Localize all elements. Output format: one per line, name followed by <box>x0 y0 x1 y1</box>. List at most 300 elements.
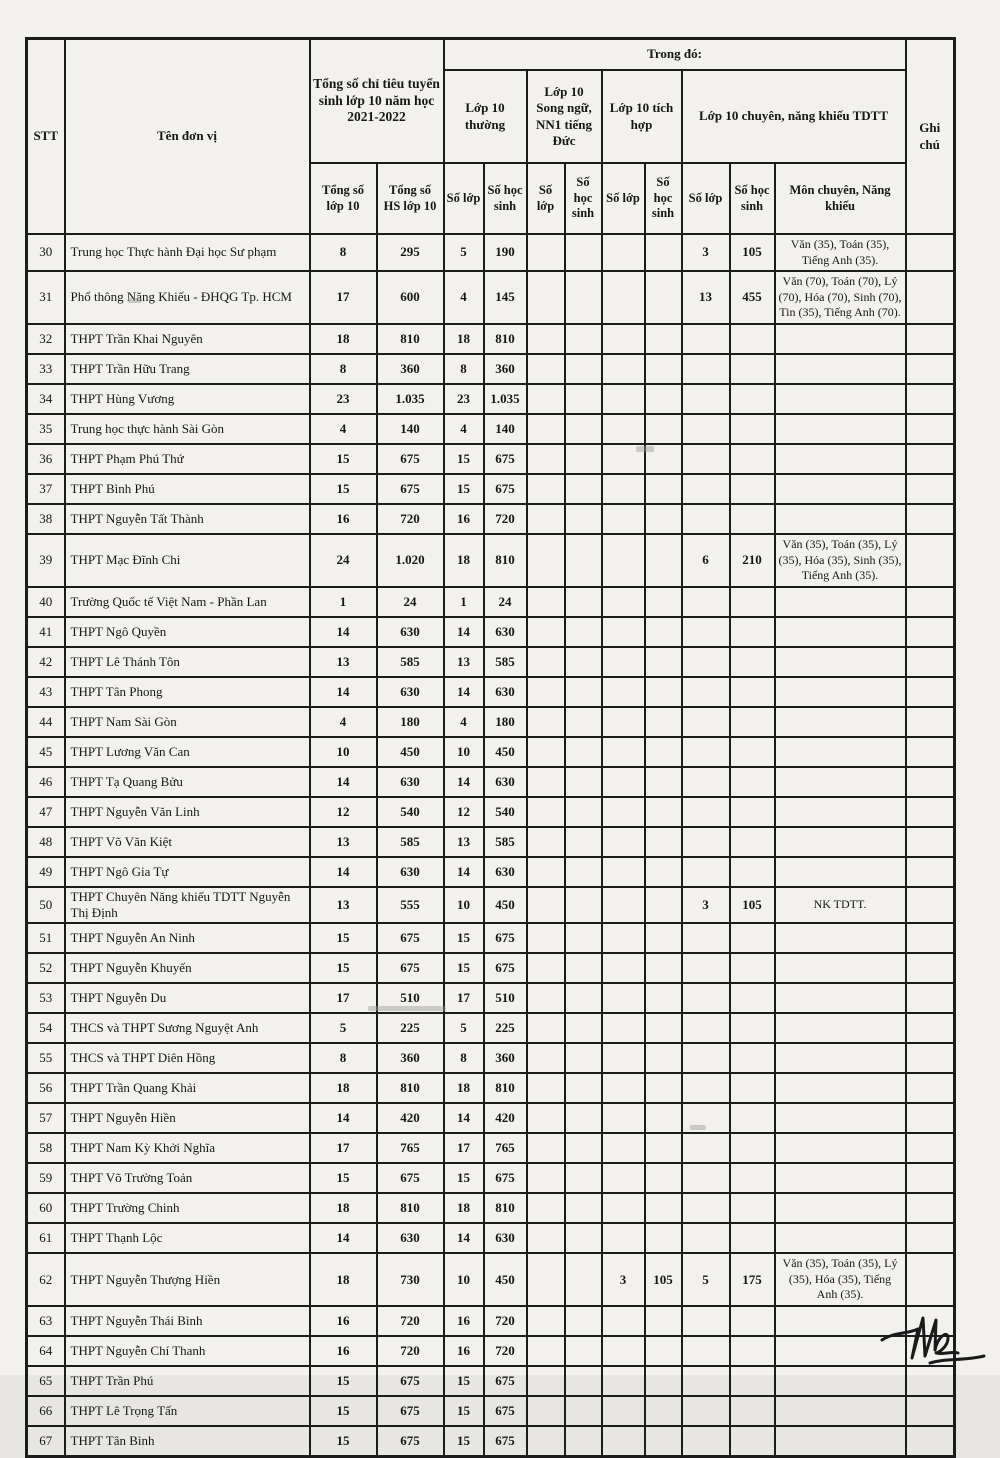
cell-stt: 55 <box>27 1043 65 1073</box>
cell-stt: 42 <box>27 647 65 677</box>
header-ghi-chu: Ghi chú <box>906 39 955 235</box>
cell-mon-chuyen <box>775 587 906 617</box>
cell-tong-so-lop-10: 14 <box>310 1223 377 1253</box>
cell-so-lop-chuyen <box>682 1133 730 1163</box>
cell-so-lop-song-ngu <box>527 1193 565 1223</box>
cell-so-hs-song-ngu <box>565 797 602 827</box>
cell-tong-so-lop-10: 8 <box>310 234 377 271</box>
cell-tong-so-lop-10: 10 <box>310 737 377 767</box>
cell-so-lop-song-ngu <box>527 587 565 617</box>
table-row <box>27 827 955 857</box>
cell-tong-so-lop-10: 18 <box>310 1073 377 1103</box>
cell-so-hs-chuyen <box>730 474 775 504</box>
cell-so-lop-thuong: 10 <box>444 887 484 924</box>
cell-mon-chuyen <box>775 1133 906 1163</box>
cell-so-lop-song-ngu <box>527 827 565 857</box>
cell-ten-don-vi: THPT Nguyễn Chí Thanh <box>65 1336 310 1366</box>
cell-so-lop-song-ngu <box>527 414 565 444</box>
cell-ten-don-vi: THPT Nam Kỳ Khởi Nghĩa <box>65 1133 310 1163</box>
cell-ten-don-vi: Trung học Thực hành Đại học Sư phạm <box>65 234 310 271</box>
scan-smudge <box>368 1006 446 1011</box>
cell-so-hs-song-ngu <box>565 587 602 617</box>
cell-tong-so-hs-lop-10: 140 <box>377 414 444 444</box>
cell-stt: 58 <box>27 1133 65 1163</box>
cell-so-lop-chuyen <box>682 983 730 1013</box>
header-tong-so-hs: Tổng số HS lớp 10 <box>377 163 444 234</box>
cell-mon-chuyen <box>775 504 906 534</box>
cell-so-hs-tich-hop <box>645 737 682 767</box>
cell-so-hs-tich-hop <box>645 587 682 617</box>
cell-so-hs-tich-hop <box>645 1043 682 1073</box>
cell-so-lop-song-ngu <box>527 737 565 767</box>
cell-so-hs-thuong: 720 <box>484 504 527 534</box>
cell-tong-so-lop-10: 13 <box>310 887 377 924</box>
table-row <box>27 1253 955 1306</box>
cell-tong-so-hs-lop-10: 585 <box>377 827 444 857</box>
cell-so-lop-tich-hop <box>602 1073 645 1103</box>
cell-ghi-chu <box>906 617 955 647</box>
cell-stt: 35 <box>27 414 65 444</box>
cell-so-lop-thuong: 23 <box>444 384 484 414</box>
header-group-thuong: Lớp 10 thường <box>444 70 527 163</box>
cell-so-hs-thuong: 810 <box>484 1073 527 1103</box>
cell-so-lop-tich-hop <box>602 271 645 324</box>
cell-ten-don-vi: Trung học thực hành Sài Gòn <box>65 414 310 444</box>
cell-so-hs-chuyen <box>730 797 775 827</box>
cell-tong-so-lop-10: 4 <box>310 707 377 737</box>
cell-so-lop-tich-hop: 3 <box>602 1253 645 1306</box>
cell-mon-chuyen <box>775 953 906 983</box>
cell-so-hs-song-ngu <box>565 1073 602 1103</box>
cell-tong-so-hs-lop-10: 730 <box>377 1253 444 1306</box>
table-row <box>27 1306 955 1336</box>
cell-tong-so-hs-lop-10: 540 <box>377 797 444 827</box>
cell-ghi-chu <box>906 1396 955 1426</box>
cell-mon-chuyen: NK TDTT. <box>775 887 906 924</box>
cell-so-hs-thuong: 360 <box>484 354 527 384</box>
cell-mon-chuyen <box>775 1193 906 1223</box>
cell-so-hs-tich-hop <box>645 887 682 924</box>
cell-tong-so-lop-10: 18 <box>310 1193 377 1223</box>
cell-ghi-chu <box>906 1223 955 1253</box>
cell-so-hs-tich-hop <box>645 504 682 534</box>
cell-mon-chuyen <box>775 983 906 1013</box>
cell-tong-so-hs-lop-10: 630 <box>377 617 444 647</box>
cell-stt: 62 <box>27 1253 65 1306</box>
cell-so-hs-tich-hop <box>645 827 682 857</box>
cell-mon-chuyen: Văn (35), Toán (35), Lý (35), Hóa (35), Sinh (35), Tiếng Anh (35). <box>775 534 906 587</box>
cell-so-lop-tich-hop <box>602 384 645 414</box>
cell-so-lop-thuong: 13 <box>444 647 484 677</box>
cell-so-hs-thuong: 510 <box>484 983 527 1013</box>
cell-so-hs-chuyen <box>730 1133 775 1163</box>
cell-so-lop-chuyen <box>682 504 730 534</box>
cell-so-lop-song-ngu <box>527 677 565 707</box>
cell-stt: 63 <box>27 1306 65 1336</box>
cell-mon-chuyen <box>775 1043 906 1073</box>
cell-so-lop-thuong: 15 <box>444 1426 484 1457</box>
cell-so-lop-chuyen <box>682 647 730 677</box>
cell-so-lop-song-ngu <box>527 617 565 647</box>
header-so-hs-song-ngu: Số học sinh <box>565 163 602 234</box>
cell-mon-chuyen <box>775 1223 906 1253</box>
cell-ten-don-vi: THPT Trần Khai Nguyên <box>65 324 310 354</box>
cell-so-lop-thuong: 14 <box>444 857 484 887</box>
cell-ghi-chu <box>906 707 955 737</box>
cell-so-lop-thuong: 4 <box>444 414 484 444</box>
cell-ghi-chu <box>906 354 955 384</box>
cell-tong-so-lop-10: 14 <box>310 617 377 647</box>
cell-ten-don-vi: THPT Nguyễn Hiền <box>65 1103 310 1133</box>
cell-so-hs-chuyen <box>730 737 775 767</box>
cell-ghi-chu <box>906 647 955 677</box>
table-row <box>27 737 955 767</box>
cell-so-hs-tich-hop <box>645 1163 682 1193</box>
cell-mon-chuyen <box>775 1366 906 1396</box>
cell-so-lop-tich-hop <box>602 827 645 857</box>
cell-so-hs-song-ngu <box>565 444 602 474</box>
cell-so-lop-song-ngu <box>527 1103 565 1133</box>
cell-tong-so-lop-10: 8 <box>310 354 377 384</box>
cell-ghi-chu <box>906 797 955 827</box>
cell-ghi-chu <box>906 1103 955 1133</box>
cell-so-hs-thuong: 420 <box>484 1103 527 1133</box>
cell-so-lop-chuyen <box>682 827 730 857</box>
cell-so-hs-tich-hop <box>645 414 682 444</box>
cell-so-lop-thuong: 15 <box>444 923 484 953</box>
cell-so-lop-tich-hop <box>602 414 645 444</box>
cell-so-lop-tich-hop <box>602 1426 645 1457</box>
cell-tong-so-hs-lop-10: 360 <box>377 354 444 384</box>
cell-so-hs-song-ngu <box>565 1133 602 1163</box>
cell-so-hs-song-ngu <box>565 534 602 587</box>
cell-mon-chuyen <box>775 857 906 887</box>
cell-mon-chuyen <box>775 1073 906 1103</box>
cell-so-hs-chuyen <box>730 1163 775 1193</box>
cell-ten-don-vi: THPT Ngô Gia Tự <box>65 857 310 887</box>
cell-tong-so-hs-lop-10: 720 <box>377 504 444 534</box>
cell-so-hs-chuyen <box>730 354 775 384</box>
cell-tong-so-hs-lop-10: 360 <box>377 1043 444 1073</box>
cell-tong-so-hs-lop-10: 630 <box>377 1223 444 1253</box>
cell-stt: 32 <box>27 324 65 354</box>
cell-tong-so-lop-10: 18 <box>310 324 377 354</box>
cell-mon-chuyen <box>775 707 906 737</box>
cell-ghi-chu <box>906 1426 955 1457</box>
cell-so-lop-tich-hop <box>602 737 645 767</box>
cell-so-lop-song-ngu <box>527 797 565 827</box>
cell-so-hs-thuong: 630 <box>484 767 527 797</box>
cell-so-hs-tich-hop <box>645 1073 682 1103</box>
cell-tong-so-lop-10: 14 <box>310 1103 377 1133</box>
cell-tong-so-lop-10: 5 <box>310 1013 377 1043</box>
table-header <box>27 39 955 235</box>
cell-so-hs-chuyen <box>730 647 775 677</box>
cell-ten-don-vi: THPT Trần Phú <box>65 1366 310 1396</box>
cell-ten-don-vi: THPT Nguyễn Văn Linh <box>65 797 310 827</box>
cell-ten-don-vi: THPT Lê Trọng Tấn <box>65 1396 310 1426</box>
cell-so-lop-chuyen: 6 <box>682 534 730 587</box>
cell-tong-so-lop-10: 15 <box>310 1163 377 1193</box>
cell-stt: 44 <box>27 707 65 737</box>
cell-so-hs-chuyen <box>730 504 775 534</box>
cell-so-hs-chuyen <box>730 617 775 647</box>
cell-ten-don-vi: THCS và THPT Diên Hồng <box>65 1043 310 1073</box>
cell-tong-so-hs-lop-10: 630 <box>377 767 444 797</box>
cell-so-hs-chuyen <box>730 1396 775 1426</box>
cell-tong-so-hs-lop-10: 180 <box>377 707 444 737</box>
table-row <box>27 474 955 504</box>
cell-tong-so-lop-10: 13 <box>310 647 377 677</box>
table-row <box>27 1103 955 1133</box>
cell-ghi-chu <box>906 677 955 707</box>
cell-so-hs-thuong: 180 <box>484 707 527 737</box>
table-row <box>27 1223 955 1253</box>
cell-ghi-chu <box>906 384 955 414</box>
cell-so-hs-tich-hop <box>645 1133 682 1163</box>
cell-so-hs-thuong: 450 <box>484 737 527 767</box>
cell-ten-don-vi: THPT Võ Văn Kiệt <box>65 827 310 857</box>
cell-mon-chuyen <box>775 354 906 384</box>
cell-tong-so-lop-10: 4 <box>310 414 377 444</box>
cell-stt: 30 <box>27 234 65 271</box>
cell-so-hs-thuong: 585 <box>484 647 527 677</box>
cell-tong-so-lop-10: 14 <box>310 857 377 887</box>
cell-so-lop-chuyen <box>682 1396 730 1426</box>
cell-so-lop-thuong: 5 <box>444 234 484 271</box>
cell-so-hs-tich-hop <box>645 647 682 677</box>
cell-stt: 56 <box>27 1073 65 1103</box>
cell-tong-so-lop-10: 24 <box>310 534 377 587</box>
cell-mon-chuyen <box>775 827 906 857</box>
cell-so-hs-thuong: 810 <box>484 534 527 587</box>
cell-so-lop-tich-hop <box>602 587 645 617</box>
cell-tong-so-hs-lop-10: 1.035 <box>377 384 444 414</box>
cell-so-hs-tich-hop <box>645 1306 682 1336</box>
cell-so-hs-chuyen <box>730 1073 775 1103</box>
cell-tong-so-hs-lop-10: 675 <box>377 444 444 474</box>
cell-ten-don-vi: THPT Nguyễn Tất Thành <box>65 504 310 534</box>
cell-so-lop-chuyen <box>682 1366 730 1396</box>
cell-ghi-chu <box>906 271 955 324</box>
cell-so-lop-thuong: 15 <box>444 953 484 983</box>
table-row <box>27 354 955 384</box>
cell-ghi-chu <box>906 1133 955 1163</box>
cell-so-lop-song-ngu <box>527 923 565 953</box>
cell-so-lop-chuyen <box>682 1426 730 1457</box>
cell-so-lop-tich-hop <box>602 324 645 354</box>
cell-ten-don-vi: THPT Ngô Quyền <box>65 617 310 647</box>
cell-ghi-chu <box>906 444 955 474</box>
cell-ghi-chu <box>906 1073 955 1103</box>
cell-so-hs-tich-hop <box>645 707 682 737</box>
cell-tong-so-lop-10: 12 <box>310 797 377 827</box>
cell-so-lop-tich-hop <box>602 857 645 887</box>
table-row <box>27 1013 955 1043</box>
cell-so-lop-tich-hop <box>602 474 645 504</box>
cell-tong-so-lop-10: 17 <box>310 271 377 324</box>
cell-tong-so-hs-lop-10: 720 <box>377 1306 444 1336</box>
cell-tong-so-lop-10: 18 <box>310 1253 377 1306</box>
cell-ten-don-vi: THPT Lê Thánh Tôn <box>65 647 310 677</box>
cell-so-lop-thuong: 13 <box>444 827 484 857</box>
cell-so-lop-chuyen <box>682 1043 730 1073</box>
cell-so-hs-song-ngu <box>565 737 602 767</box>
cell-mon-chuyen: Văn (35), Toán (35), Tiếng Anh (35). <box>775 234 906 271</box>
cell-so-hs-thuong: 675 <box>484 474 527 504</box>
cell-so-lop-thuong: 15 <box>444 1163 484 1193</box>
cell-so-hs-tich-hop <box>645 354 682 384</box>
cell-so-lop-tich-hop <box>602 617 645 647</box>
cell-ghi-chu <box>906 474 955 504</box>
cell-ten-don-vi: Trường Quốc tế Việt Nam - Phần Lan <box>65 587 310 617</box>
cell-ten-don-vi: THPT Chuyên Năng khiếu TDTT Nguyễn Thị Định <box>65 887 310 924</box>
cell-so-hs-thuong: 190 <box>484 234 527 271</box>
table-row <box>27 234 955 271</box>
cell-so-lop-song-ngu <box>527 444 565 474</box>
cell-so-lop-thuong: 14 <box>444 677 484 707</box>
cell-so-hs-tich-hop <box>645 1336 682 1366</box>
cell-so-hs-thuong: 585 <box>484 827 527 857</box>
cell-ten-don-vi: Phổ thông Năng Khiếu - ĐHQG Tp. HCM <box>65 271 310 324</box>
cell-ten-don-vi: THPT Nam Sài Gòn <box>65 707 310 737</box>
cell-so-hs-tich-hop <box>645 1103 682 1133</box>
cell-so-lop-thuong: 14 <box>444 617 484 647</box>
cell-tong-so-lop-10: 15 <box>310 923 377 953</box>
table-row <box>27 983 955 1013</box>
cell-mon-chuyen <box>775 1013 906 1043</box>
cell-so-lop-song-ngu <box>527 707 565 737</box>
cell-so-hs-chuyen: 105 <box>730 887 775 924</box>
cell-so-hs-song-ngu <box>565 504 602 534</box>
cell-so-hs-chuyen <box>730 587 775 617</box>
cell-tong-so-lop-10: 16 <box>310 1306 377 1336</box>
cell-so-lop-song-ngu <box>527 1253 565 1306</box>
cell-tong-so-hs-lop-10: 675 <box>377 1426 444 1457</box>
cell-so-hs-thuong: 765 <box>484 1133 527 1163</box>
cell-so-lop-chuyen <box>682 414 730 444</box>
cell-tong-so-hs-lop-10: 765 <box>377 1133 444 1163</box>
cell-so-lop-thuong: 16 <box>444 1306 484 1336</box>
cell-mon-chuyen <box>775 923 906 953</box>
cell-so-lop-song-ngu <box>527 887 565 924</box>
cell-tong-so-hs-lop-10: 585 <box>377 647 444 677</box>
cell-so-hs-song-ngu <box>565 1223 602 1253</box>
header-so-lop-tich-hop: Số lớp <box>602 163 645 234</box>
cell-so-hs-chuyen <box>730 767 775 797</box>
cell-so-lop-thuong: 4 <box>444 271 484 324</box>
cell-so-hs-tich-hop <box>645 1366 682 1396</box>
cell-so-lop-chuyen: 13 <box>682 271 730 324</box>
table-row <box>27 1043 955 1073</box>
cell-so-hs-chuyen: 210 <box>730 534 775 587</box>
cell-so-lop-tich-hop <box>602 1043 645 1073</box>
cell-mon-chuyen <box>775 324 906 354</box>
cell-stt: 53 <box>27 983 65 1013</box>
cell-ghi-chu <box>906 1253 955 1306</box>
cell-tong-so-hs-lop-10: 630 <box>377 857 444 887</box>
cell-so-lop-tich-hop <box>602 1336 645 1366</box>
table-row <box>27 1133 955 1163</box>
table-row <box>27 857 955 887</box>
header-so-lop-chuyen: Số lớp <box>682 163 730 234</box>
header-stt: STT <box>27 39 65 235</box>
cell-so-hs-chuyen <box>730 1103 775 1133</box>
cell-so-lop-tich-hop <box>602 887 645 924</box>
cell-so-hs-chuyen: 455 <box>730 271 775 324</box>
table-row <box>27 271 955 324</box>
cell-so-hs-tich-hop <box>645 923 682 953</box>
header-group-song-ngu: Lớp 10 Song ngữ, NN1 tiếng Đức <box>527 70 602 163</box>
table-row <box>27 414 955 444</box>
cell-so-hs-thuong: 24 <box>484 587 527 617</box>
cell-so-lop-tich-hop <box>602 1193 645 1223</box>
table-row <box>27 797 955 827</box>
cell-so-lop-chuyen <box>682 474 730 504</box>
cell-so-hs-song-ngu <box>565 707 602 737</box>
cell-ten-don-vi: THPT Trường Chinh <box>65 1193 310 1223</box>
cell-ten-don-vi: THPT Nguyễn Du <box>65 983 310 1013</box>
table-row <box>27 953 955 983</box>
cell-so-hs-song-ngu <box>565 857 602 887</box>
cell-so-lop-chuyen <box>682 1223 730 1253</box>
table-row <box>27 1163 955 1193</box>
cell-so-hs-tich-hop <box>645 324 682 354</box>
cell-ghi-chu <box>906 887 955 924</box>
cell-stt: 34 <box>27 384 65 414</box>
cell-so-hs-tich-hop <box>645 1013 682 1043</box>
cell-so-hs-thuong: 675 <box>484 1163 527 1193</box>
cell-so-lop-tich-hop <box>602 534 645 587</box>
cell-so-lop-tich-hop <box>602 677 645 707</box>
header-group-tich-hop: Lớp 10 tích hợp <box>602 70 682 163</box>
cell-so-lop-tich-hop <box>602 504 645 534</box>
cell-so-hs-song-ngu <box>565 953 602 983</box>
cell-so-hs-thuong: 630 <box>484 857 527 887</box>
cell-ghi-chu <box>906 1043 955 1073</box>
cell-so-lop-tich-hop <box>602 1223 645 1253</box>
handwritten-signature-mark <box>878 1308 990 1370</box>
cell-so-lop-song-ngu <box>527 1336 565 1366</box>
cell-so-hs-thuong: 630 <box>484 1223 527 1253</box>
cell-mon-chuyen <box>775 1163 906 1193</box>
cell-so-lop-song-ngu <box>527 1306 565 1336</box>
cell-so-hs-chuyen <box>730 1366 775 1396</box>
cell-so-hs-tich-hop <box>645 953 682 983</box>
cell-so-hs-thuong: 630 <box>484 617 527 647</box>
cell-so-lop-tich-hop <box>602 797 645 827</box>
cell-stt: 64 <box>27 1336 65 1366</box>
cell-so-lop-thuong: 15 <box>444 1366 484 1396</box>
cell-so-hs-thuong: 675 <box>484 1396 527 1426</box>
cell-tong-so-lop-10: 15 <box>310 444 377 474</box>
cell-so-lop-chuyen <box>682 737 730 767</box>
table-row <box>27 923 955 953</box>
cell-so-hs-song-ngu <box>565 827 602 857</box>
cell-so-hs-tich-hop <box>645 983 682 1013</box>
cell-tong-so-lop-10: 1 <box>310 587 377 617</box>
cell-so-hs-thuong: 675 <box>484 1426 527 1457</box>
cell-so-hs-thuong: 630 <box>484 677 527 707</box>
cell-so-hs-tich-hop <box>645 474 682 504</box>
cell-so-lop-chuyen <box>682 444 730 474</box>
cell-mon-chuyen: Văn (35), Toán (35), Lý (35), Hóa (35), Tiếng Anh (35). <box>775 1253 906 1306</box>
cell-stt: 43 <box>27 677 65 707</box>
cell-tong-so-hs-lop-10: 1.020 <box>377 534 444 587</box>
cell-so-lop-thuong: 10 <box>444 1253 484 1306</box>
cell-so-hs-tich-hop <box>645 797 682 827</box>
cell-mon-chuyen <box>775 677 906 707</box>
